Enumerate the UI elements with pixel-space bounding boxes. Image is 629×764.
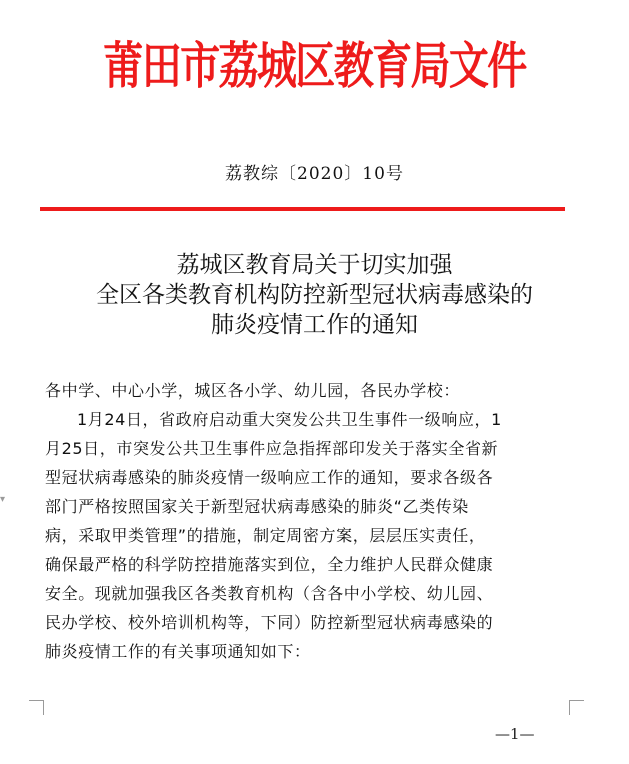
notice-body xyxy=(45,376,571,666)
salutation-line: 各中学、中心小学，城区各小学、幼儿园，各民办学校： xyxy=(45,381,461,400)
body-line: 病，采取甲类管理”的措施，制定周密方案，层层压实责任， xyxy=(45,526,486,545)
margin-marker-icon: ▾ xyxy=(0,494,6,505)
red-divider-line xyxy=(40,207,565,211)
notice-title xyxy=(0,250,629,340)
body-line: 部门严格按照国家关于新型冠状病毒感染的肺炎“乙类传染 xyxy=(45,497,469,516)
body-line: 确保最严格的科学防控措施落实到位，全力维护人民群众健康 xyxy=(45,555,494,574)
body-line: 安全。现就加强我区各类教育机构（含各中小学校、幼儿园、 xyxy=(45,584,494,603)
body-line: 肺炎疫情工作的有关事项通知如下： xyxy=(45,642,311,661)
title-line: 全区各类教育机构防控新型冠状病毒感染的 xyxy=(96,282,533,308)
page-number: —1— xyxy=(495,725,535,743)
crop-mark-left xyxy=(29,700,44,715)
crop-mark-right xyxy=(569,700,584,715)
body-line: 型冠状病毒感染的肺炎疫情一级响应工作的通知，要求各级各 xyxy=(45,468,494,487)
document-masthead: 莆田市荔城区教育局文件 xyxy=(103,36,526,95)
body-line: 月25日，市突发公共卫生事件应急指挥部印发关于落实全省新 xyxy=(45,439,499,458)
title-line: 荔城区教育局关于切实加强 xyxy=(176,252,453,278)
body-line: 民办学校、校外培训机构等，下同）防控新型冠状病毒感染的 xyxy=(45,613,494,632)
title-line: 肺炎疫情工作的通知 xyxy=(211,312,418,338)
document-number: 荔教综〔2020〕10号 xyxy=(225,164,404,184)
body-line: 1月24日，省政府启动重大突发公共卫生事件一级响应，1 xyxy=(77,410,502,429)
